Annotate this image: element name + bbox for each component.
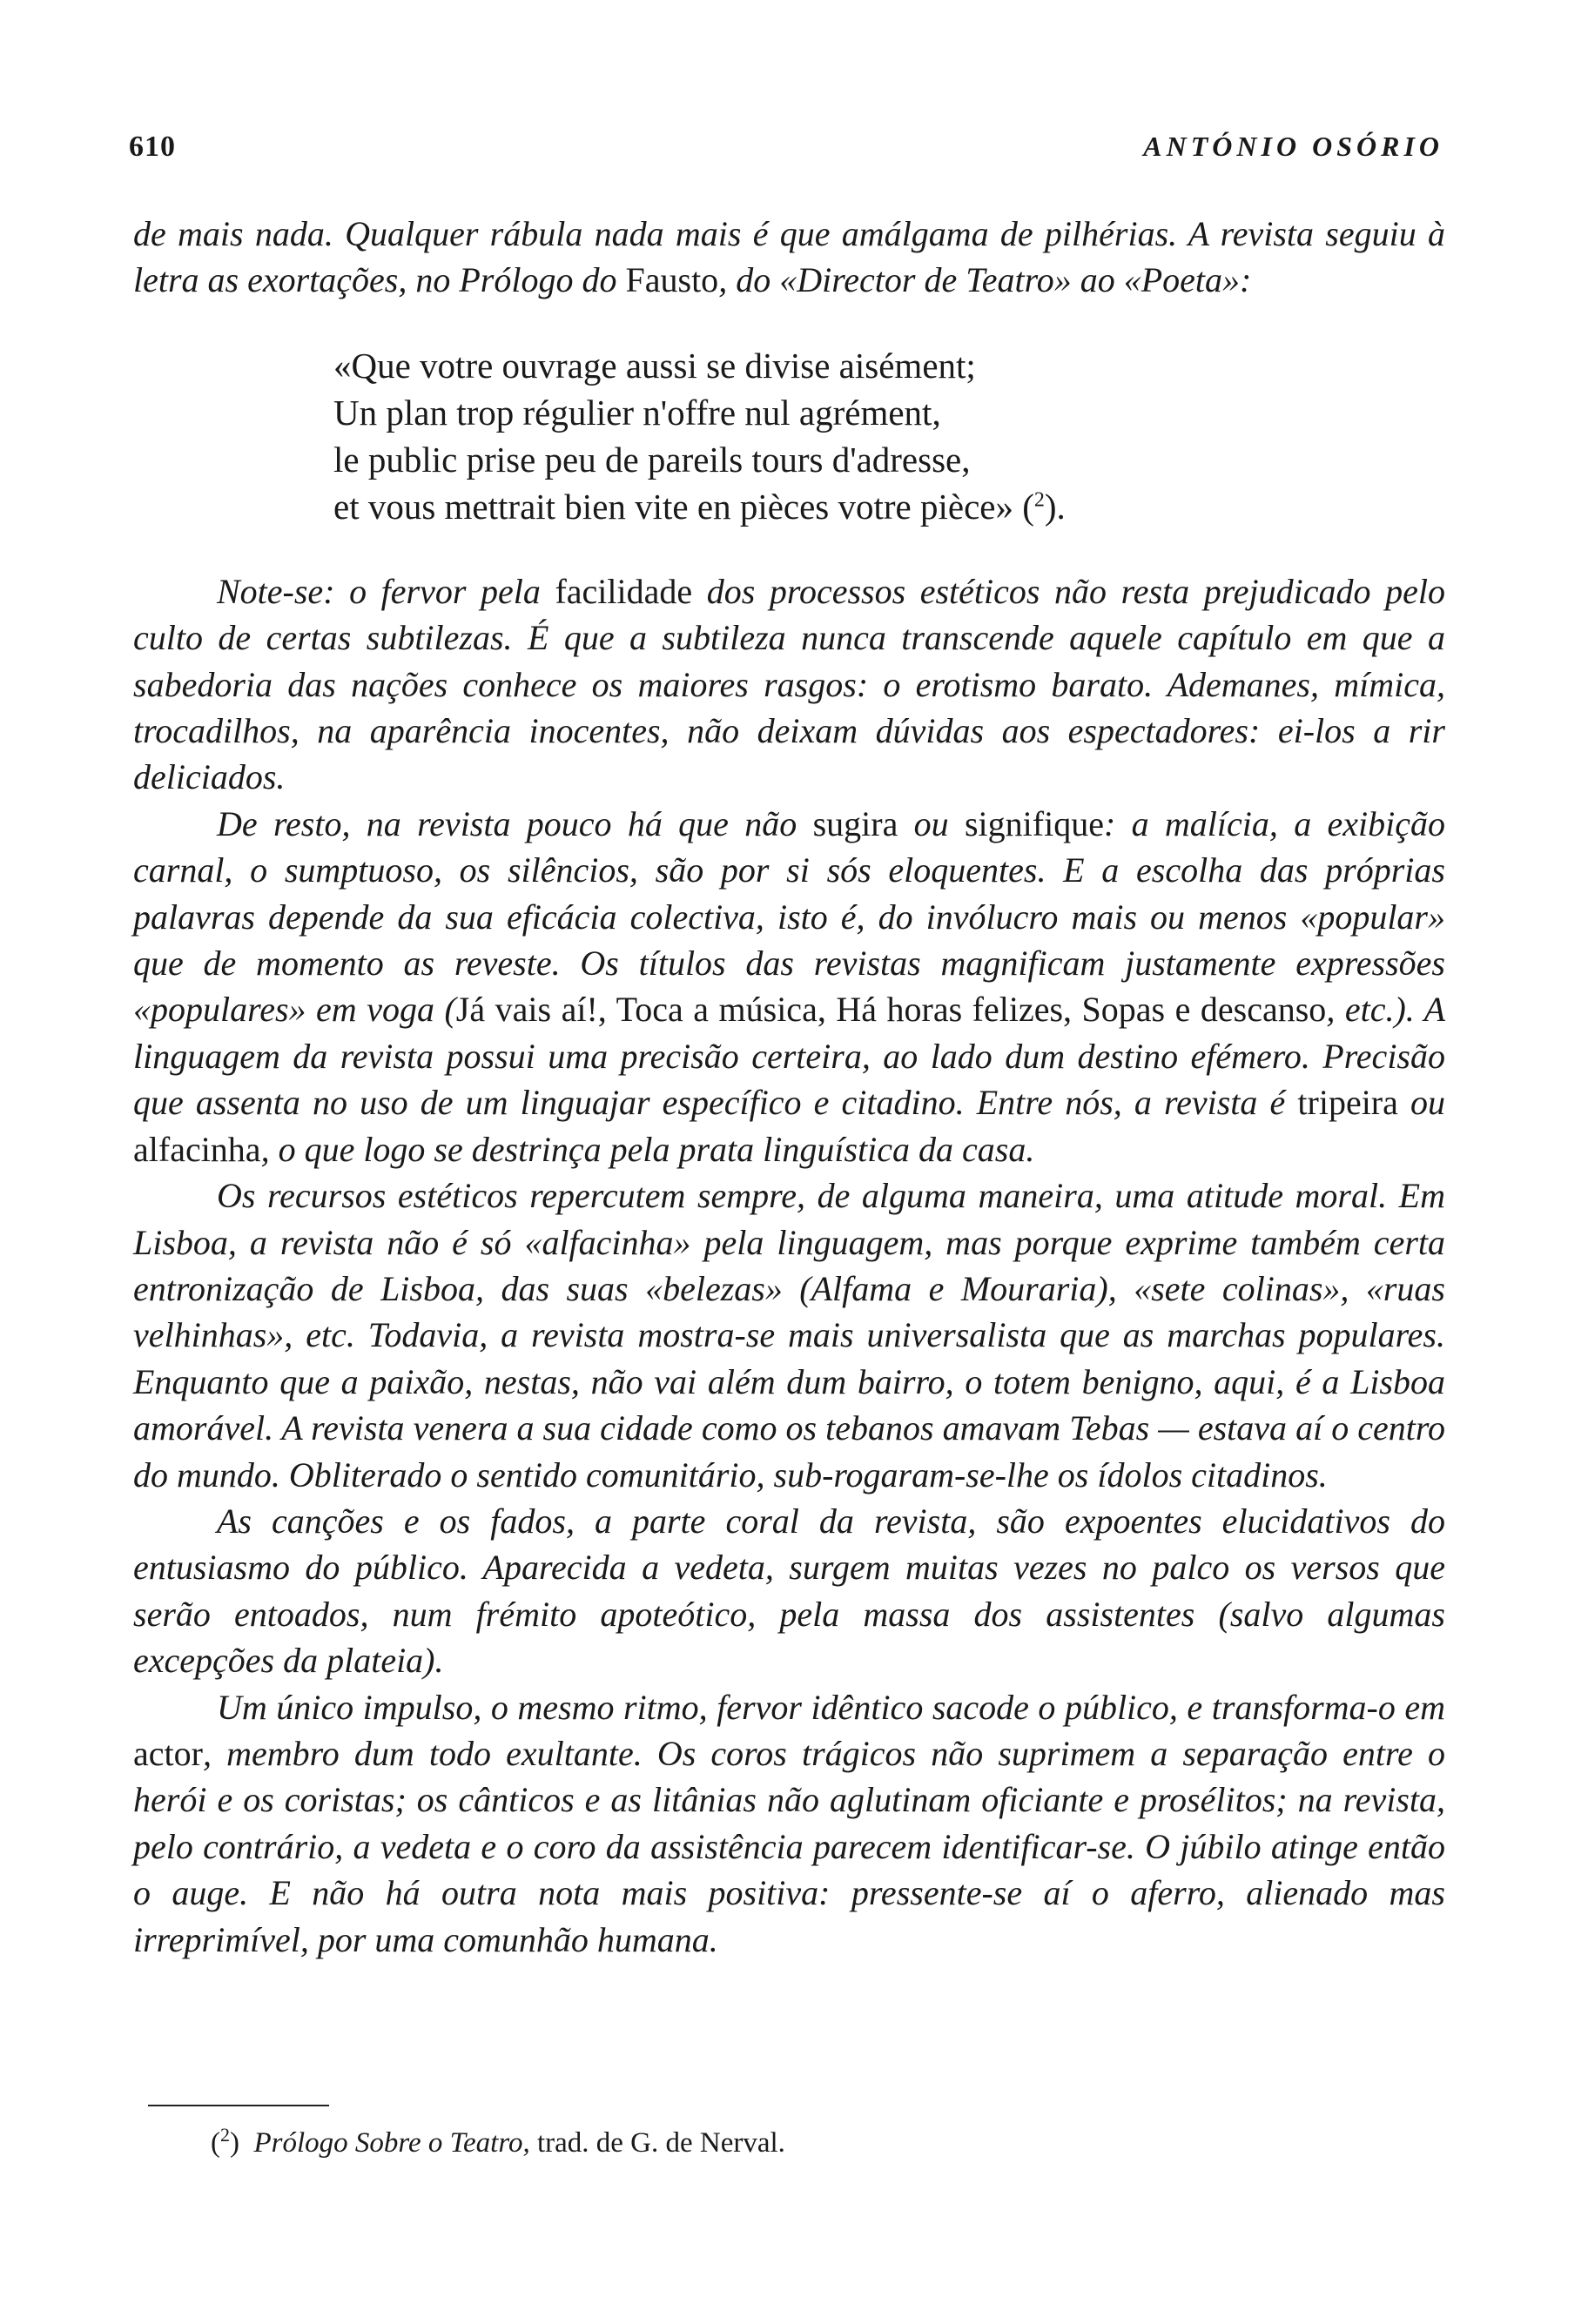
verse-line-4-end: ). (1044, 486, 1066, 527)
verse-line-4 (333, 483, 1445, 530)
paragraph-3-revue-titles: Já vais aí!, Toca a música, Há horas felizes, Sopas e descanso (455, 990, 1327, 1030)
running-head: ANTÓNIO OSÓRIO (1143, 131, 1443, 162)
verse-line-3: le public prise peu de pareils tours d'adresse, (333, 439, 971, 480)
footnote-close-paren: ) (230, 2127, 239, 2159)
footnote-reference: 2 (1033, 488, 1045, 512)
paragraph-3-text-a: De resto, na revista pouco há que não (217, 803, 813, 843)
verse-line-2: Un plan trop régulier n'offre nul agrément, (333, 392, 941, 433)
paragraph-4: Os recursos estéticos repercutem sempre, de alguma maneira, uma atitude moral. Em Lisboa, a revista não é só «alfacinha» pela linguagem, mas porque exprime também certa entronização de Lisboa, das suas «belezas» (Alfama e Mouraria), «sete colinas», «ruas velhinhas», etc. Todavia, a revista mostra-se mais universalista que as marchas populares. Enquanto que a paixão, nestas, não vai além dum bairro, o totem benigno, aqui, é a Lisboa amorável. A revista venera a sua cidade como os tebanos amavam Tebas — estava aí o centro do mundo. Obliterado o sentido comunitário, sub-rogaram-se-lhe os ídolos citadinos. (133, 1176, 1445, 1494)
paragraph-3 (133, 801, 1445, 1172)
paragraph-3-roman-alfacinha: alfacinha (133, 1129, 261, 1169)
verse-line-4-text: et vous mettrait bien vite en pièces votre pièce» ( (333, 486, 1034, 527)
body-text (133, 211, 1445, 1963)
verse-quote (333, 342, 1445, 530)
paragraph-6 (133, 1684, 1445, 1963)
paragraph-2-text-c: dos processos estéticos não resta prejudicado pelo culto de certas subtilezas. É que a subtileza nunca transcende aquele capítulo em que a sabedoria das nações conhece os maiores rasgos: o erotismo barato. Ademanes, mímica, trocadilhos, na aparência inocentes, não deixam dúvidas aos espectadores: ei-los a rir deliciados. (133, 571, 1445, 797)
page-header (129, 131, 1443, 174)
footnote-text: trad. de G. de Nerval. (529, 2127, 785, 2159)
paragraph-1-title-fausto: Fausto (625, 260, 719, 300)
paragraph-3-text-k: , o que logo se destrinça pela prata linguística da casa. (260, 1129, 1035, 1169)
footnote-open-paren: ( (211, 2127, 220, 2159)
paragraph-3-roman-sugira: sugira (812, 803, 898, 843)
footnote-number: 2 (220, 2124, 230, 2146)
paragraph-1-text-a: de mais nada. Qualquer rábula nada mais é que amálgama de pilhérias. A revista seguiu à letra as exortações, no Prólogo do (133, 214, 1445, 300)
paragraph-3-text-g: , etc.). A linguagem da revista possui uma precisão certeira, ao lado dum destino efémero. Precisão que assenta no uso de um linguajar específico e citadino. Entre nós, a revista é (133, 990, 1446, 1123)
paragraph-6-text-c: , membro dum todo exultante. Os coros trágicos não suprimem a separação entre o herói e os coristas; os cânticos e as litânias não aglutinam oficiante e prosélitos; na revista, pelo contrário, a vedeta e o coro da assistência parecem identificar-se. O júbilo atinge então o auge. E não há outra nota mais positiva: pressente-se aí o aferro, alienado mas irreprimível, por uma comunhão humana. (133, 1733, 1445, 1959)
footnote-title: Prólogo Sobre o Teatro, (253, 2127, 530, 2159)
paragraph-3-roman-tripeira: tripeira (1297, 1083, 1398, 1123)
paragraph-3-text-c: ou (898, 803, 965, 843)
paragraph-3-text-i: ou (1397, 1083, 1446, 1123)
paragraph-2 (133, 568, 1445, 801)
paragraph-6-text-a: Um único impulso, o mesmo ritmo, fervor idêntico sacode o público, e transforma-o em (217, 1687, 1445, 1727)
paragraph-6-roman-actor: actor (133, 1733, 203, 1773)
paragraph-2-roman-term: facilidade (555, 571, 693, 611)
paragraph-3-roman-signifique: signifique (964, 803, 1104, 843)
footnote-divider (148, 2105, 329, 2106)
paragraph-1 (133, 211, 1445, 304)
verse-line-1: «Que votre ouvrage aussi se divise aisément; (333, 345, 976, 386)
page-number: 610 (129, 131, 176, 163)
paragraph-1-text-c: , do «Director de Teatro» ao «Poeta»: (718, 260, 1252, 300)
paragraph-2-text-a: Note-se: o fervor pela (217, 571, 555, 611)
paragraph-3-text-e: : a malícia, a exibição carnal, o sumptuoso, os silêncios, são por si sós eloquentes. E a escolha das próprias palavras depende da sua eficácia colectiva, isto é, do invólucro mais ou menos «popular» que de momento as reveste. Os títulos das revistas magnificam justamente expressões «populares» em voga ( (133, 803, 1446, 1030)
footnote (211, 2124, 785, 2159)
paragraph-5: As canções e os fados, a parte coral da revista, são expoentes elucidativos do entusiasmo do público. Aparecida a vedeta, surgem muitas vezes no palco os versos que serão entoados, num frémito apoteótico, pela massa dos assistentes (salvo algumas excepções da plateia). (133, 1501, 1445, 1681)
